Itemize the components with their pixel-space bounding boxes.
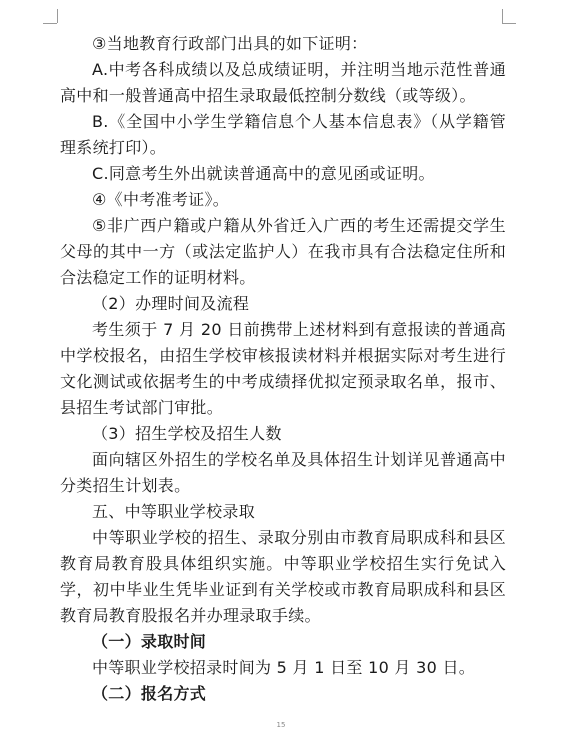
paragraph-item-b: B.《全国中小学生学籍信息个人基本信息表》（从学籍管理系统打印）。 — [60, 112, 506, 157]
crop-mark-top-left — [43, 23, 57, 24]
page-number: 15 — [276, 721, 286, 729]
paragraph-vocational: 中等职业学校的招生、录取分别由市教育局职成科和县区教育局教育股具体组织实施。中等职业学校招生实行免试入学，初中毕业生凭毕业证到有关学校或市教育局职成科和县区教育局教育股报名并办理录取手续。 — [60, 528, 506, 625]
paragraph-item-c: C.同意考生外出就读普通高中的意见函或证明。 — [92, 164, 435, 183]
crop-mark-top-right — [502, 23, 516, 24]
paragraph-item-a: A.中考各科成绩以及总成绩证明，并注明当地示范性普通高中和一般普通高中招生录取最低控制分数线（或等级）。 — [60, 60, 506, 105]
subheading-registration-method: （二）报名方式 — [92, 684, 207, 703]
crop-mark-top-left — [57, 9, 58, 23]
subheading-time-process: （2）办理时间及流程 — [92, 294, 250, 313]
paragraph-proof-intro: ③当地教育行政部门出具的如下证明： — [92, 34, 368, 53]
document-body — [60, 31, 506, 707]
paragraph-item-5: ⑤非广西户籍或户籍从外省迁入广西的考生还需提交学生父母的其中一方（或法定监护人）在我市具有合法稳定住所和合法稳定工作的证明材料。 — [60, 216, 506, 287]
paragraph-time-process: 考生须于 7 月 20 日前携带上述材料到有意报读的普通高中学校报名，由招生学校审核报读材料并根据实际对考生进行文化测试或依据考生的中考成绩择优拟定预录取名单，报市、县招生考试部门审批。 — [60, 320, 506, 417]
paragraph-schools-quota: 面向辖区外招生的学校名单及具体招生计划详见普通高中分类招生计划表。 — [60, 450, 506, 495]
subheading-admission-time: （一）录取时间 — [92, 632, 207, 651]
paragraph-item-4: ④《中考准考证》。 — [92, 190, 230, 209]
crop-mark-top-right — [502, 9, 503, 23]
subheading-schools-quota: （3）招生学校及招生人数 — [92, 424, 282, 443]
paragraph-admission-time: 中等职业学校招录时间为 5 月 1 日至 10 月 30 日。 — [92, 658, 476, 677]
section-heading-vocational: 五、中等职业学校录取 — [92, 502, 256, 521]
